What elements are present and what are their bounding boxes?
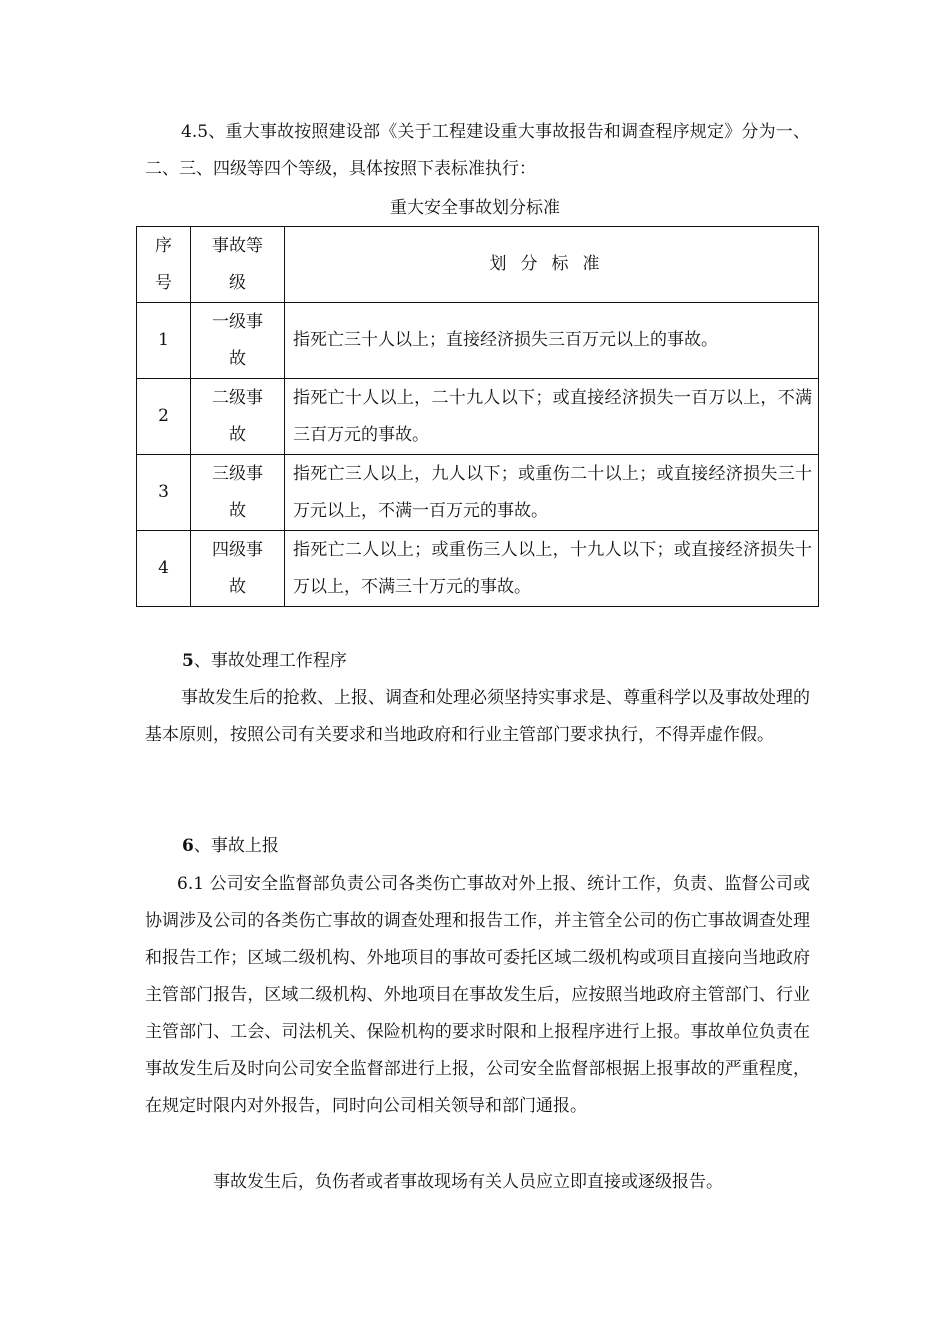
header-criteria: 划分标准 xyxy=(285,227,819,303)
row-level: 三级事故 xyxy=(191,455,285,531)
table-header-row xyxy=(137,227,819,303)
accident-classification-table xyxy=(136,226,819,607)
section-5-paragraph: 事故发生后的抢救、上报、调查和处理必须坚持实事求是、尊重科学以及事故处理的基本原则，按照公司有关要求和当地政府和行业主管部门要求执行，不得弄虚作假。 xyxy=(145,688,810,745)
table-caption: 重大安全事故划分标准 xyxy=(390,198,560,218)
row-level: 四级事故 xyxy=(191,531,285,607)
section-6-paragraph-2: 事故发生后，负伤者或者事故现场有关人员应立即直接或逐级报告。 xyxy=(213,1172,723,1192)
section-6-title: 、事故上报 xyxy=(193,836,279,856)
section-5-title: 、事故处理工作程序 xyxy=(193,651,347,671)
section-6-paragraph-1: 6.1 公司安全监督部负责公司各类伤亡事故对外上报、统计工作，负责、监督公司或协调涉及公司的各类伤亡事故的调查处理和报告工作，并主管全公司的伤亡事故调查处理和报告工作；区域二级机构、外地项目的事故可委托区域二级机构或项目直接向当地政府主管部门报告，区域二级机构、外地项目在事故发生后，应按照当地政府主管部门、行业主管部门、工会、司法机关、保险机构的要求时限和上报程序进行上报。事故单位负责在事故发生后及时向公司安全监督部进行上报，公司安全监督部根据上报事故的严重程度，在规定时限内对外报告，同时向公司相关领导和部门通报。 xyxy=(145,874,810,1116)
row-seq: 2 xyxy=(137,379,191,455)
row-seq: 1 xyxy=(137,303,191,379)
table-row xyxy=(137,379,819,455)
intro-paragraph: 4.5、重大事故按照建设部《关于工程建设重大事故报告和调查程序规定》分为一、二、三、四级等四个等级，具体按照下表标准执行： xyxy=(145,122,810,179)
row-seq: 4 xyxy=(137,531,191,607)
row-seq: 3 xyxy=(137,455,191,531)
table-row xyxy=(137,531,819,607)
section-5-number: 5 xyxy=(182,651,194,671)
row-level: 一级事故 xyxy=(191,303,285,379)
row-criteria: 指死亡三人以上，九人以下；或重伤二十以上；或直接经济损失三十万元以上，不满一百万元的事故。 xyxy=(285,455,819,531)
section-6-number: 6 xyxy=(182,836,194,856)
header-level: 事故等级 xyxy=(191,227,285,303)
row-criteria: 指死亡十人以上，二十九人以下；或直接经济损失一百万以上，不满三百万元的事故。 xyxy=(285,379,819,455)
section-5-heading xyxy=(182,643,347,680)
row-level: 二级事故 xyxy=(191,379,285,455)
section-6-heading xyxy=(182,828,279,865)
row-criteria: 指死亡三十人以上；直接经济损失三百万元以上的事故。 xyxy=(285,303,819,379)
row-criteria: 指死亡二人以上；或重伤三人以上，十九人以下；或直接经济损失十万以上，不满三十万元的事故。 xyxy=(285,531,819,607)
table-row xyxy=(137,303,819,379)
header-seq: 序号 xyxy=(137,227,191,303)
table-row xyxy=(137,455,819,531)
